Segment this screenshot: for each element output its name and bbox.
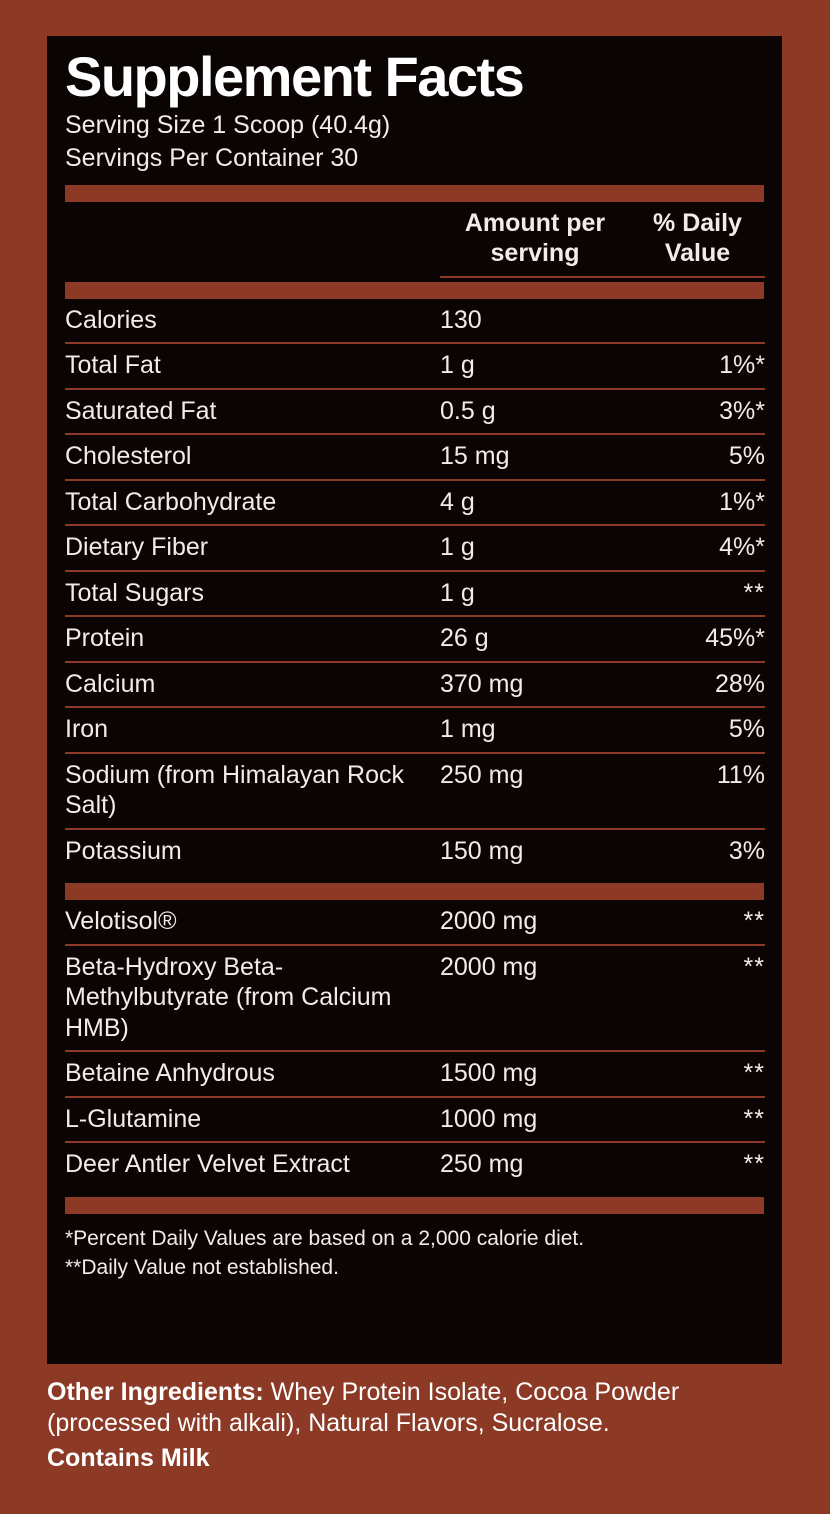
ingredient-dv: ** bbox=[630, 1051, 765, 1097]
nutrient-name: Dietary Fiber bbox=[65, 525, 440, 571]
footnote-dv-not-established: **Daily Value not established. bbox=[65, 1256, 339, 1280]
table-row bbox=[65, 900, 765, 945]
nutrient-name: Total Fat bbox=[65, 343, 440, 389]
nutrient-dv: 28% bbox=[630, 662, 765, 708]
nutrient-name: Saturated Fat bbox=[65, 389, 440, 435]
table-row bbox=[65, 1142, 765, 1187]
ingredient-name: Velotisol® bbox=[65, 900, 440, 945]
nutrient-name: Cholesterol bbox=[65, 434, 440, 480]
header-dv-line2: Value bbox=[664, 239, 731, 268]
footnotes bbox=[65, 1214, 764, 1283]
table-row bbox=[65, 389, 765, 435]
table-row bbox=[65, 1051, 765, 1097]
nutrient-name: Total Sugars bbox=[65, 571, 440, 617]
table-row bbox=[65, 299, 765, 344]
nutrient-amount: 1 g bbox=[440, 571, 630, 617]
nutrient-amount: 150 mg bbox=[440, 836, 524, 865]
ingredient-name: Deer Antler Velvet Extract bbox=[65, 1150, 350, 1179]
nutrient-name: Total Carbohydrate bbox=[65, 480, 440, 526]
nutrient-dv: 45%* bbox=[630, 616, 765, 662]
nutrient-amount: 4 g bbox=[440, 480, 630, 526]
header-amount-per-serving bbox=[440, 202, 630, 277]
nutrient-amount: 370 mg bbox=[440, 662, 630, 708]
nutrient-amount: 250 mg bbox=[440, 753, 630, 829]
nutrient-dv: 1%* bbox=[630, 343, 765, 389]
header-dv-line1: % Daily bbox=[653, 208, 742, 237]
nutrition-table bbox=[65, 299, 765, 874]
nutrient-dv: 3% bbox=[728, 836, 765, 865]
header-amount-line2: serving bbox=[490, 239, 580, 268]
table-row bbox=[65, 753, 765, 829]
nutrient-dv: 5% bbox=[630, 434, 765, 480]
nutrient-name: Sodium (from Himalayan Rock Salt) bbox=[65, 753, 440, 829]
table-row bbox=[65, 571, 765, 617]
footnote-daily-values: *Percent Daily Values are based on a 2,000 calorie diet. bbox=[65, 1226, 585, 1250]
ingredient-amount: 1500 mg bbox=[440, 1051, 630, 1097]
contains-allergen: Contains Milk bbox=[47, 1444, 210, 1472]
nutrient-name: Calories bbox=[65, 299, 440, 344]
table-row bbox=[65, 707, 765, 753]
nutrient-amount: 130 bbox=[440, 299, 630, 344]
nutrient-amount: 1 g bbox=[440, 343, 630, 389]
nutrient-dv: 11% bbox=[630, 753, 765, 829]
ingredient-dv: ** bbox=[630, 900, 765, 945]
nutrient-amount: 1 mg bbox=[440, 707, 630, 753]
divider-bar-top bbox=[65, 185, 764, 202]
table-row bbox=[65, 1097, 765, 1143]
page-title: Supplement Facts bbox=[65, 45, 524, 108]
divider-bar-middle bbox=[65, 883, 764, 900]
table-row bbox=[65, 525, 765, 571]
header-blank bbox=[65, 202, 440, 277]
ingredient-amount: 2000 mg bbox=[440, 900, 630, 945]
ingredient-dv: ** bbox=[630, 1097, 765, 1143]
ingredient-name: Betaine Anhydrous bbox=[65, 1051, 440, 1097]
ingredient-amount: 250 mg bbox=[440, 1150, 524, 1179]
nutrient-name: Calcium bbox=[65, 662, 440, 708]
nutrient-name: Protein bbox=[65, 616, 440, 662]
nutrient-dv bbox=[630, 299, 765, 344]
table-row bbox=[65, 829, 765, 874]
table-row bbox=[65, 480, 765, 526]
ingredient-name: Beta-Hydroxy Beta-Methylbutyrate (from Calcium HMB) bbox=[65, 945, 440, 1052]
header-daily-value bbox=[630, 202, 765, 277]
ingredient-name: L-Glutamine bbox=[65, 1097, 440, 1143]
table-row bbox=[65, 662, 765, 708]
table-row bbox=[65, 616, 765, 662]
divider-bar-bottom bbox=[65, 1197, 764, 1214]
nutrient-amount: 15 mg bbox=[440, 434, 630, 480]
divider-bar-header bbox=[65, 282, 764, 299]
ingredient-blend-table bbox=[65, 900, 765, 1187]
other-ingredients-label: Other Ingredients: bbox=[47, 1378, 264, 1406]
nutrition-header-table bbox=[65, 202, 765, 278]
ingredient-dv: ** bbox=[630, 945, 765, 1052]
nutrient-dv: 4%* bbox=[630, 525, 765, 571]
serving-size: Serving Size 1 Scoop (40.4g) bbox=[65, 110, 391, 139]
other-ingredients-line bbox=[47, 1377, 787, 1439]
ingredient-amount: 1000 mg bbox=[440, 1097, 630, 1143]
servings-per-container: Servings Per Container 30 bbox=[65, 143, 359, 172]
ingredient-amount: 2000 mg bbox=[440, 945, 630, 1052]
nutrient-amount: 1 g bbox=[440, 525, 630, 571]
table-row bbox=[65, 434, 765, 480]
supplement-facts-panel bbox=[47, 36, 782, 1364]
nutrient-dv: 3%* bbox=[630, 389, 765, 435]
other-ingredients-text: Whey Protein Isolate, Cocoa Powder (processed with alkali), Natural Flavors, Sucralose. bbox=[47, 1378, 680, 1437]
table-row bbox=[65, 343, 765, 389]
nutrient-name: Potassium bbox=[65, 836, 182, 865]
table-row bbox=[65, 945, 765, 1052]
nutrient-amount: 0.5 g bbox=[440, 389, 630, 435]
nutrient-dv: 1%* bbox=[630, 480, 765, 526]
nutrient-amount: 26 g bbox=[440, 616, 630, 662]
ingredient-dv: ** bbox=[743, 1150, 765, 1179]
nutrient-name: Iron bbox=[65, 707, 440, 753]
other-ingredients-block bbox=[47, 1377, 787, 1474]
nutrient-dv: ** bbox=[630, 571, 765, 617]
header-amount-line1: Amount per bbox=[464, 208, 606, 237]
table-header-row bbox=[65, 202, 765, 277]
nutrient-dv: 5% bbox=[630, 707, 765, 753]
